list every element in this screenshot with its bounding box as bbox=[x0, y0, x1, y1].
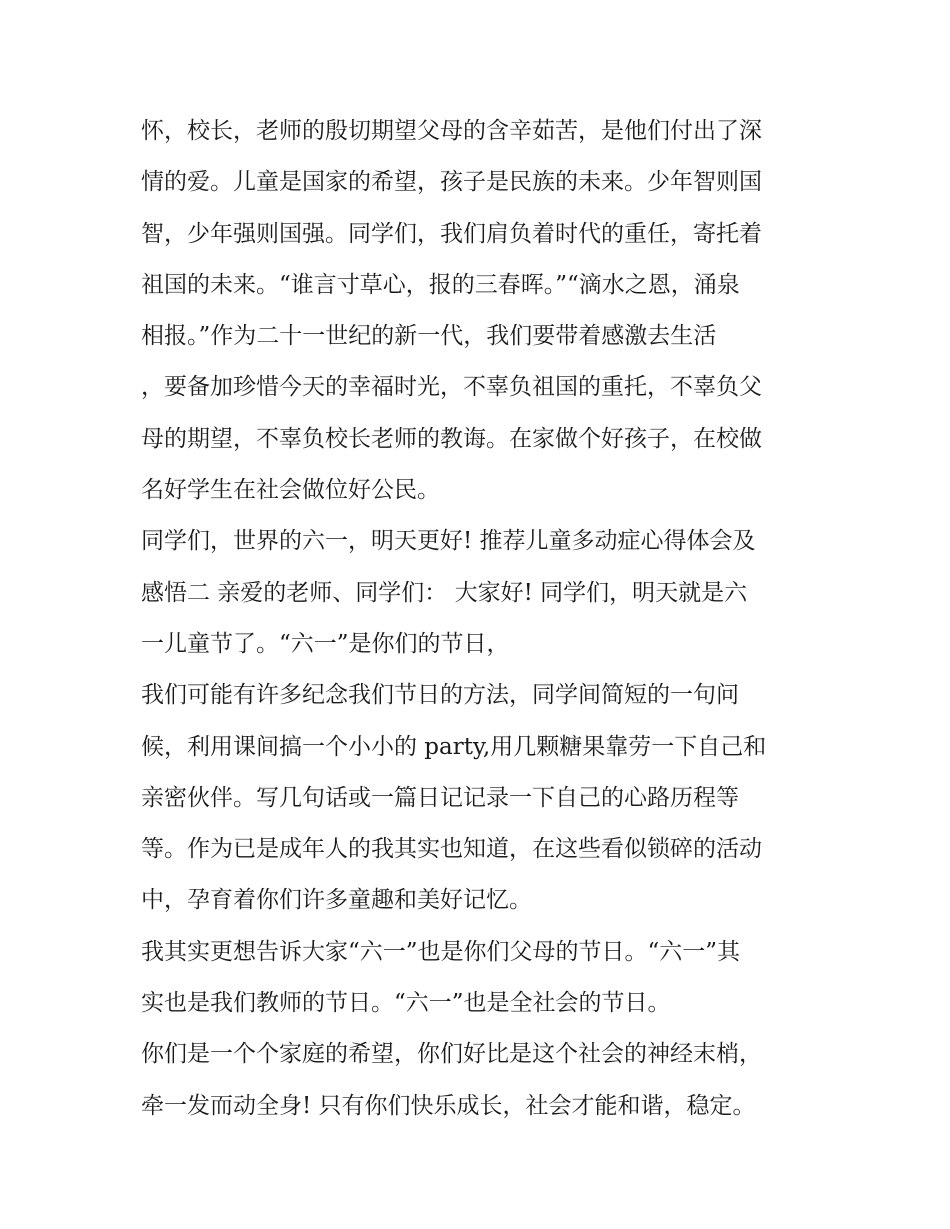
text-line: 智，少年强则国强。同学们，我们肩负着时代的重任，寄托着 bbox=[141, 220, 762, 247]
text-line: 一儿童节了。“六一”是你们的节日， bbox=[141, 630, 510, 657]
text-line: 等。作为已是成年人的我其实也知道，在这些看似锁碎的活动 bbox=[141, 836, 762, 863]
text-line: 我其实更想告诉大家“六一”也是你们父母的节日。“六一”其 bbox=[141, 938, 741, 965]
text-line: 祖国的未来。“谁言寸草心，报的三春晖。”“滴水之恩，涌泉 bbox=[141, 271, 740, 298]
text-line: 牵一发而动全身! 只有你们快乐成长，社会才能和谐，稳定。 bbox=[141, 1092, 756, 1119]
text-line: 亲密伙伴。写几句话或一篇日记记录一下自己的心路历程等 bbox=[141, 784, 739, 811]
text-line: 我们可能有许多纪念我们节日的方法，同学间简短的一句问 bbox=[141, 682, 739, 709]
text-line: 同学们，世界的六一，明天更好! 推荐儿童多动症心得体会及 bbox=[141, 528, 756, 555]
text-line: 实也是我们教师的节日。“六一”也是全社会的节日。 bbox=[141, 990, 671, 1017]
text-line: 怀，校长，老师的殷切期望父母的含辛茹苦，是他们付出了深 bbox=[141, 118, 762, 144]
text-line: ，要备加珍惜今天的幸福时光，不辜负祖国的重托，不辜负父 bbox=[141, 374, 762, 401]
text-line: 母的期望，不辜负校长老师的教诲。在家做个好孩子，在校做 bbox=[141, 425, 762, 452]
text-line: 名好学生在社会做位好公民。 bbox=[141, 477, 440, 504]
text-line: 候，利用课间搞一个小小的 party,用几颗糖果靠劳一下自己和 bbox=[141, 733, 767, 760]
text-line: 情的爱。儿童是国家的希望，孩子是民族的未来。少年智则国 bbox=[141, 169, 762, 196]
body-text bbox=[141, 106, 821, 1132]
text-line: 相报。”作为二十一世纪的新一代，我们要带着感激去生活 bbox=[141, 323, 717, 350]
text-line: 中，孕育着你们许多童趣和美好记忆。 bbox=[141, 887, 532, 914]
text-line: 感悟二 亲爱的老师、同学们： 大家好! 同学们，明天就是六 bbox=[141, 579, 748, 606]
text-line: 你们是一个个家庭的希望，你们好比是这个社会的神经末梢， bbox=[141, 1041, 762, 1068]
